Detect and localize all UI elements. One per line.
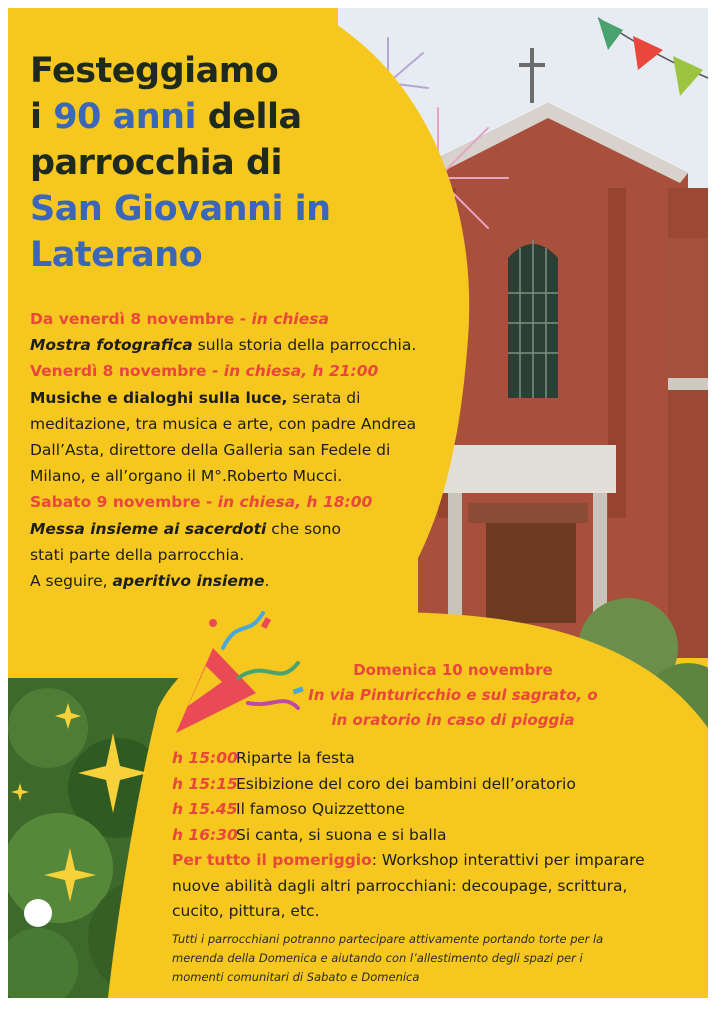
participation-note [172, 930, 672, 987]
title-highlight-years: 90 anni [53, 97, 197, 137]
afternoon-text-3: cucito, pittura, etc. [172, 902, 320, 920]
event-3-desc-1: che sono [266, 519, 341, 538]
event-2-desc-4: Milano, e all’organo il M°.Roberto Mucci. [30, 467, 343, 486]
event-1-date: Da venerdì 8 novembre - [30, 310, 252, 328]
schedule-time: h 16:30 [172, 825, 238, 844]
title-line-5: Laterano [30, 235, 203, 275]
schedule-time: h 15:00 [172, 749, 238, 767]
sunday-place-1: In via Pinturicchio e sul sagrato, o [308, 686, 598, 704]
title-line-2 [30, 94, 430, 140]
event-1-heading [30, 306, 450, 332]
title-line-2-prefix: i [30, 97, 54, 137]
title-line-3: parrocchia di [30, 143, 283, 183]
schedule-row [172, 772, 672, 798]
schedule-row [172, 797, 672, 823]
title-line-4: San Giovanni in [30, 189, 331, 229]
schedule-time: h 15.45 [172, 800, 238, 818]
title-line-2-suffix: della [196, 97, 302, 137]
event-1-desc: sulla storia della parrocchia. [192, 336, 417, 355]
event-3-date: Sabato 9 novembre - [30, 493, 218, 512]
event-1-place: in chiesa [251, 310, 329, 328]
event-3-follow [30, 568, 450, 594]
afternoon-line-1 [172, 848, 672, 874]
event-2-desc-1: serata di [287, 388, 361, 407]
page-title [30, 48, 430, 278]
event-2-date: Venerdì 8 novembre - [30, 362, 224, 381]
event-3-heading [30, 489, 450, 515]
sunday-header [308, 658, 598, 733]
schedule-text: Si canta, si suona e si balla [236, 825, 447, 844]
event-2-place: in chiesa, h 21:00 [223, 362, 379, 381]
event-3-follow-bold: aperitivo insieme [112, 572, 265, 591]
sunday-date: Domenica 10 novembre [353, 661, 553, 679]
event-2-desc-2: meditazione, tra musica e arte, con padre Andrea [30, 414, 417, 433]
title-line-1: Festeggiamo [30, 51, 279, 91]
event-3-follow-prefix: A seguire, [30, 572, 113, 591]
note-line-3: momenti comunitari di Sabato e Domenica [172, 970, 420, 984]
event-2-desc-3: Dall’Asta, direttore della Galleria san Fedele di [30, 441, 391, 460]
schedule-time: h 15:15 [172, 774, 238, 793]
event-3-body-1 [30, 516, 450, 542]
sunday-schedule [172, 746, 672, 925]
weekday-events [30, 306, 450, 594]
event-2-title: Musiche e dialoghi sulla luce, [30, 388, 288, 407]
afternoon-text-1: : Workshop interattivi per imparare [371, 851, 645, 869]
event-3-place: in chiesa, h 18:00 [217, 493, 373, 512]
afternoon-text-2: nuove abilità dagli altri parrocchiani: decoupage, scrittura, [172, 876, 628, 895]
note-line-2: merenda della Domenica e aiutando con l’allestimento degli spazi per i [172, 951, 583, 965]
afternoon-label: Per tutto il pomeriggio [172, 851, 372, 869]
event-3-title: Messa insieme ai sacerdoti [30, 519, 267, 538]
schedule-row [172, 746, 672, 772]
note-line-1: Tutti i parrocchiani potranno partecipare attivamente portando torte per la [172, 932, 604, 946]
schedule-row [172, 823, 672, 849]
poster [8, 8, 708, 998]
schedule-text: Il famoso Quizzettone [236, 800, 405, 818]
schedule-text: Riparte la festa [236, 749, 355, 767]
event-3-follow-suffix: . [264, 572, 270, 591]
schedule-text: Esibizione del coro dei bambini dell’oratorio [236, 774, 576, 793]
event-2-body-1 [30, 385, 450, 411]
event-1-title: Mostra fotografica [30, 336, 193, 355]
event-1-body [30, 332, 450, 358]
sunday-place-2: in oratorio in caso di pioggia [331, 711, 575, 729]
event-2-heading [30, 358, 450, 384]
event-3-desc-2: stati parte della parrocchia. [30, 545, 245, 564]
